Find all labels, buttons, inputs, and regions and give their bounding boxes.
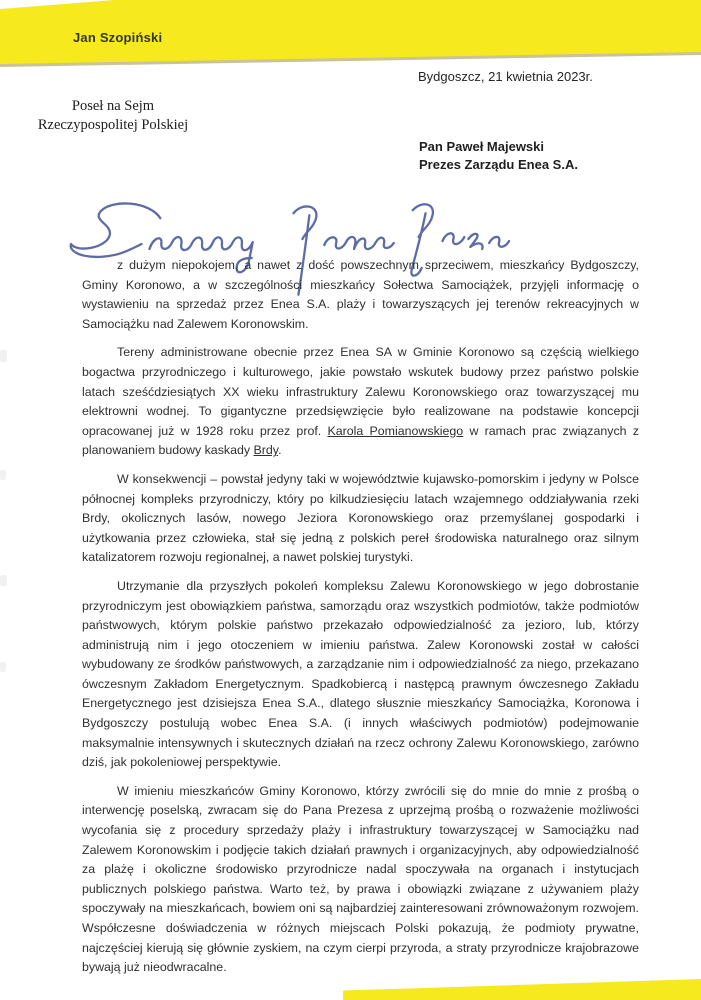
letter-body [82,256,639,987]
paragraph-2-text: Tereny administrowane obecnie przez Enea SA w Gminie Koronowo są częścią wielkiego bogactwa przyrodniczego i kulturowego, jakie powstało wskutek budowy przez państwo polskie latach sześćdziesiątych XX wieku infrastruktury Zalewu Koronowskiego oraz towarzyszącej mu elektrowni wodnej. To gigantyczne przedsięwzięcie było realizowane na podstawie koncepcji opracowanej już w 1928 roku przez prof. [82,345,639,438]
sender-title-line1: Poseł na Sejm [71,98,155,114]
sender-name: Jan Szopiński [73,30,163,45]
underlined-name-brdy: Brdy [253,443,279,458]
sender-title-line2: Rzeczypospolitej Polskiej [37,117,189,133]
scan-speck [0,350,7,362]
recipient-name: Pan Paweł Majewski [419,139,545,154]
date-line: Bydgoszcz, 21 kwietnia 2023r. [418,69,593,84]
paragraph-1: z dużym niepokojem, a nawet z dość powszechnym sprzeciwem, mieszkańcy Bydgoszczy, Gminy Koronowo, a w szczególności mieszkańcy Sołectwa Samociążek, przyjęli informację o wystawieniu na sprzedaż przez Enea S.A. plaży i towarzyszących jej terenów rekreacyjnych w Samociążku nad Zalewem Koronowskim. [82,258,639,331]
paragraph-4: Utrzymanie dla przyszłych pokoleń kompleksu Zalewu Koronowskiego w jego dobrostanie przyrodniczym jest obowiązkiem państwa, samorządu oraz wszystkich podmiotów, także podmiotów państwowych, którym polskie państwo przekazało odpowiedzialność za jezioro, lub, którzy administrują nim i jego otoczeniem w imieniu państwa. Zalew Koronowski został w całości wybudowany ze środków państwowych, a zarządzanie nim i odpowiedzialność za niego, przekazano ówczesnym Zakładom Energetycznym. Spadkobiercą i następcą prawnym ówczesnego Zakładu Energetycznego jest dzisiejsza Enea S.A., dlatego słusznie mieszkańcy Samociążka, Koronowa i Bydgoszczy postulują wobec Enea S.A. (i innych właściwych podmiotów) podejmowanie maksymalnie intensywnych i skutecznych działań na rzecz ochrony Zalewu Koronowskiego, zarówno dziś, jak pokoleniowej perspektywie. [82,578,639,770]
recipient-title: Prezes Zarządu Enea S.A. [419,157,578,172]
scan-speck [0,470,6,480]
paragraph-2 [82,343,639,461]
paragraph-2-text-end: . [278,443,282,458]
paragraph-3: W konsekwencji – powstał jedyny taki w województwie kujawsko-pomorskim i jedyny w Polsce północnej kompleks przyrodniczy, który po kilkudziesięciu latach wzajemnego oddziaływania rzeki Brdy, okolicznych lasów, nowego Jeziora Koronowskiego oraz przemyślanej gospodarki i użytkowania przez człowieka, stał się jedną z polskich pereł środowiska naturalnego oraz silnym katalizatorem rozwoju regionalnej, a nawet polskiej turystyki. [82,471,639,565]
scan-speck [0,662,6,672]
paragraph-2-text-mid: w ramach prac związanych z planowaniem budowy kaskady [82,423,639,458]
recipient-block [419,138,578,174]
sender-title [18,97,208,135]
scan-speck [0,575,7,586]
underlined-name-pomianowski: Karola Pomianowskiego [327,423,464,438]
paragraph-5: W imieniu mieszkańców Gminy Koronowo, którzy zwrócili się do mnie do mnie z prośbą o interwencję poselską, zwracam się do Pana Prezesa z uprzejmą prośbą o rozważenie możliwości wycofania się z procedury sprzedaży plaży i infrastruktury towarzyszącej w Samociążku nad Zalewem Koronowskim i podjęcie takich działań prawnych i organizacyjnych, aby odpowiedzialność za plażę i okoliczne środowisko przyrodnicze nadal spoczywała na organach i instytucjach publicznych polskiego państwa. Warto też, by prawa i obowiązki związane z używaniem plaży spoczywały na mieszkańcach, bowiem oni są najbardziej zainteresowani zrównoważonym rozwojem. Współczesne doświadczenia w różnych miejscach Polski pokazują, że podmioty prywatne, najczęściej kierują się głównie zyskiem, na czym cierpi przyroda, a straty przyrodnicze krajobrazowe bywają już nieodwracalne. [82,783,639,975]
